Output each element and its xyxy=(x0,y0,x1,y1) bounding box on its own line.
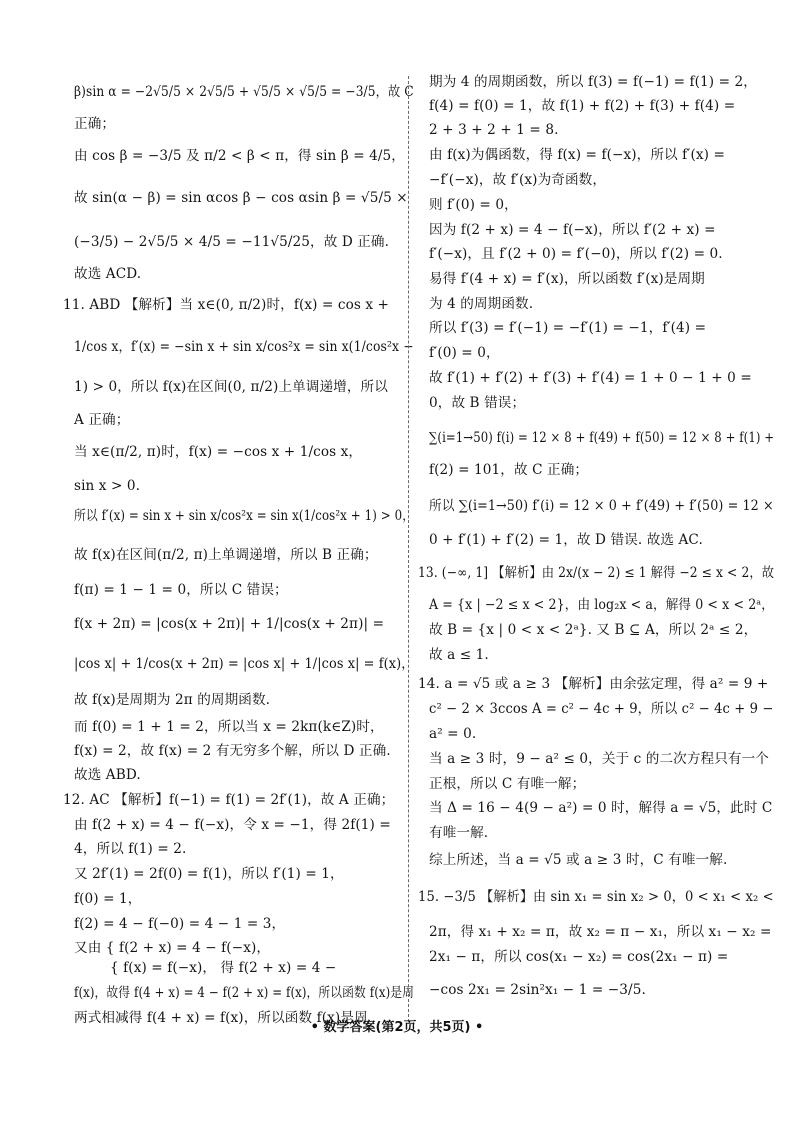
answer-line: f(x) = 2，故 f(x) = 2 有无穷多个解，所以 D 正确. xyxy=(74,743,391,759)
answer-line: −cos 2x₁ = 2sin²x₁ − 1 = −3/5. xyxy=(429,982,646,998)
answer-line: 2 + 3 + 2 + 1 = 8. xyxy=(429,122,559,138)
answer-line: 故选 ABD. xyxy=(74,767,141,783)
answer-line: 0，故 B 错误； xyxy=(429,395,526,411)
answer-line: 正确； xyxy=(74,116,116,132)
answer-line: 12. AC 【解析】f(−1) = f(1) = 2f′(1)，故 A 正确； xyxy=(63,792,395,808)
answer-line: 有唯一解. xyxy=(429,825,489,841)
answer-line: 又 2f′(1) = 2f(0) = f(1)，所以 f′(1) = 1， xyxy=(74,866,344,882)
answer-line: 故 f(x)是周期为 2π 的周期函数. xyxy=(74,692,271,708)
column-divider xyxy=(408,76,409,1022)
answer-line: { f(x) = f(−x)， 得 f(2 + x) = 4 − xyxy=(110,960,337,976)
answer-line: 故 B = {x | 0 < x < 2ᵃ}. 又 B ⊆ A，所以 2ᵃ ≤ 2， xyxy=(429,622,758,638)
answer-line: 2π，得 x₁ + x₂ = π，故 x₂ = π − x₁，所以 x₁ − x₂ = xyxy=(429,924,772,940)
answer-line: 4，所以 f(1) = 2. xyxy=(74,841,187,857)
answer-line: 0 + f′(1) + f′(2) = 1，故 D 错误. 故选 AC. xyxy=(429,532,703,548)
answer-line: 故 f(x)在区间(π/2, π)上单调递增，所以 B 正确； xyxy=(74,547,378,563)
answer-line: 为 4 的周期函数. xyxy=(429,296,534,312)
answer-line: 由 cos β = −3/5 及 π/2 < β < π，得 sin β = 4/5， xyxy=(74,148,405,164)
answer-line: 综上所述，当 a = √5 或 a ≥ 3 时，C 有唯一解. xyxy=(429,852,728,868)
answer-line: f′(−x)，且 f′(2 + 0) = f′(−0)，所以 f′(2) = 0. xyxy=(429,246,723,262)
page-footer: • 数学答案(第2页，共5页) • xyxy=(310,1020,484,1035)
answer-line: a² = 0. xyxy=(429,726,477,742)
answer-line: 易得 f′(4 + x) = f′(x)，所以函数 f′(x)是周期 xyxy=(429,271,705,287)
answer-line: |cos x| + 1/cos(x + 2π) = |cos x| + 1/|cos x| = f(x)， xyxy=(74,656,415,672)
answer-line: 2x₁ − π，所以 cos(x₁ − x₂) = cos(2x₁ − π) = xyxy=(429,949,729,965)
answer-line: f′(0) = 0， xyxy=(429,345,500,361)
answer-line: ∑(i=1→50) f(i) = 12 × 8 + f(49) + f(50) = 12 × 8 + f(1) + xyxy=(429,430,775,446)
answer-line: 所以 f′(3) = f′(−1) = −f′(1) = −1，f′(4) = xyxy=(429,320,707,336)
answer-line: 因为 f(2 + x) = 4 − f(−x)，所以 f′(2 + x) = xyxy=(429,222,716,238)
answer-line: 由 f(x)为偶函数，得 f(x) = f(−x)，所以 f′(x) = xyxy=(429,147,725,163)
answer-line: f(2) = 101，故 C 正确； xyxy=(429,462,589,478)
answer-line: 13. (−∞, 1] 【解析】由 2x/(x − 2) ≤ 1 解得 −2 ≤ x < 2，故 xyxy=(418,565,775,581)
answer-line: 当 x∈(π/2, π)时，f(x) = −cos x + 1/cos x， xyxy=(74,444,363,460)
answer-line: f(π) = 1 − 1 = 0，所以 C 错误； xyxy=(74,582,288,598)
answer-line: 而 f(0) = 1 + 1 = 2，所以当 x = 2kπ(k∈Z)时， xyxy=(74,719,384,735)
answer-line: 11. ABD 【解析】当 x∈(0, π/2)时，f(x) = cos x + xyxy=(63,297,390,313)
answer-line: 1) > 0，所以 f(x)在区间(0, π/2)上单调递增，所以 xyxy=(74,379,388,395)
answer-line: 则 f′(0) = 0， xyxy=(429,197,518,213)
answer-line: −f′(−x)，故 f′(x)为奇函数， xyxy=(429,172,607,188)
answer-line: A 正确； xyxy=(74,412,130,428)
answer-line: 故 f′(1) + f′(2) + f′(3) + f′(4) = 1 + 0 − 1 + 0 = xyxy=(429,370,752,386)
answer-line: sin x > 0. xyxy=(74,478,141,494)
answer-line: 又由 { f(2 + x) = 4 − f(−x)， xyxy=(74,940,271,956)
answer-line: A = {x | −2 ≤ x < 2}，由 log₂x < a，解得 0 < x < 2ᵃ， xyxy=(429,597,774,613)
answer-line: f(2) = 4 − f(−0) = 4 − 1 = 3， xyxy=(74,916,286,932)
answer-line: 所以 ∑(i=1→50) f′(i) = 12 × 0 + f′(49) + f′(50) = 12 × xyxy=(429,498,774,514)
answer-line: 故 sin(α − β) = sin αcos β − cos αsin β = √5/5 × xyxy=(74,190,408,206)
answer-line: 两式相减得 f(4 + x) = f(x)，所以函数 f(x)是周 xyxy=(74,1010,368,1026)
answer-line: f(x + 2π) = |cos(x + 2π)| + 1/|cos(x + 2π)| = xyxy=(74,616,385,632)
answer-line: 15. −3/5 【解析】由 sin x₁ = sin x₂ > 0，0 < x₁ < x₂ < xyxy=(418,889,774,905)
answer-line: 期为 4 的周期函数，所以 f(3) = f(−1) = f(1) = 2， xyxy=(429,74,757,90)
answer-line: 1/cos x，f′(x) = −sin x + sin x/cos²x = sin x(1/cos²x − xyxy=(74,339,414,355)
answer-line: 由 f(2 + x) = 4 − f(−x)，令 x = −1，得 2f(1) = xyxy=(74,817,391,833)
answer-line: 故选 ACD. xyxy=(74,266,142,282)
answer-line: 14. a = √5 或 a ≥ 3 【解析】由余弦定理，得 a² = 9 + xyxy=(418,676,769,692)
answer-line: f(4) = f(0) = 1，故 f(1) + f(2) + f(3) + f(4) = xyxy=(429,98,736,114)
answer-line: f(x)，故得 f(4 + x) = 4 − f(2 + x) = f(x)，所以函数 f(x)是周 xyxy=(74,985,415,1001)
answer-line: 故 a ≤ 1. xyxy=(429,647,489,663)
answer-line: c² − 2 × 3ccos A = c² − 4c + 9，所以 c² − 4c + 9 − xyxy=(429,701,774,717)
answer-line: β)sin α = −2√5/5 × 2√5/5 + √5/5 × √5/5 = −3/5，故 C xyxy=(74,84,414,100)
answer-line: (−3/5) − 2√5/5 × 4/5 = −11√5/25，故 D 正确. xyxy=(74,234,390,250)
answer-line: f(0) = 1， xyxy=(74,891,142,907)
answer-line: 当 Δ = 16 − 4(9 − a²) = 0 时，解得 a = √5，此时 C xyxy=(429,800,773,816)
answer-line: 所以 f′(x) = sin x + sin x/cos²x = sin x(1/cos²x + 1) > 0， xyxy=(74,508,415,524)
answer-line: 正根，所以 C 有唯一解； xyxy=(429,776,586,792)
answer-line: 当 a ≥ 3 时，9 − a² ≤ 0，关于 c 的二次方程只有一个 xyxy=(429,751,770,767)
